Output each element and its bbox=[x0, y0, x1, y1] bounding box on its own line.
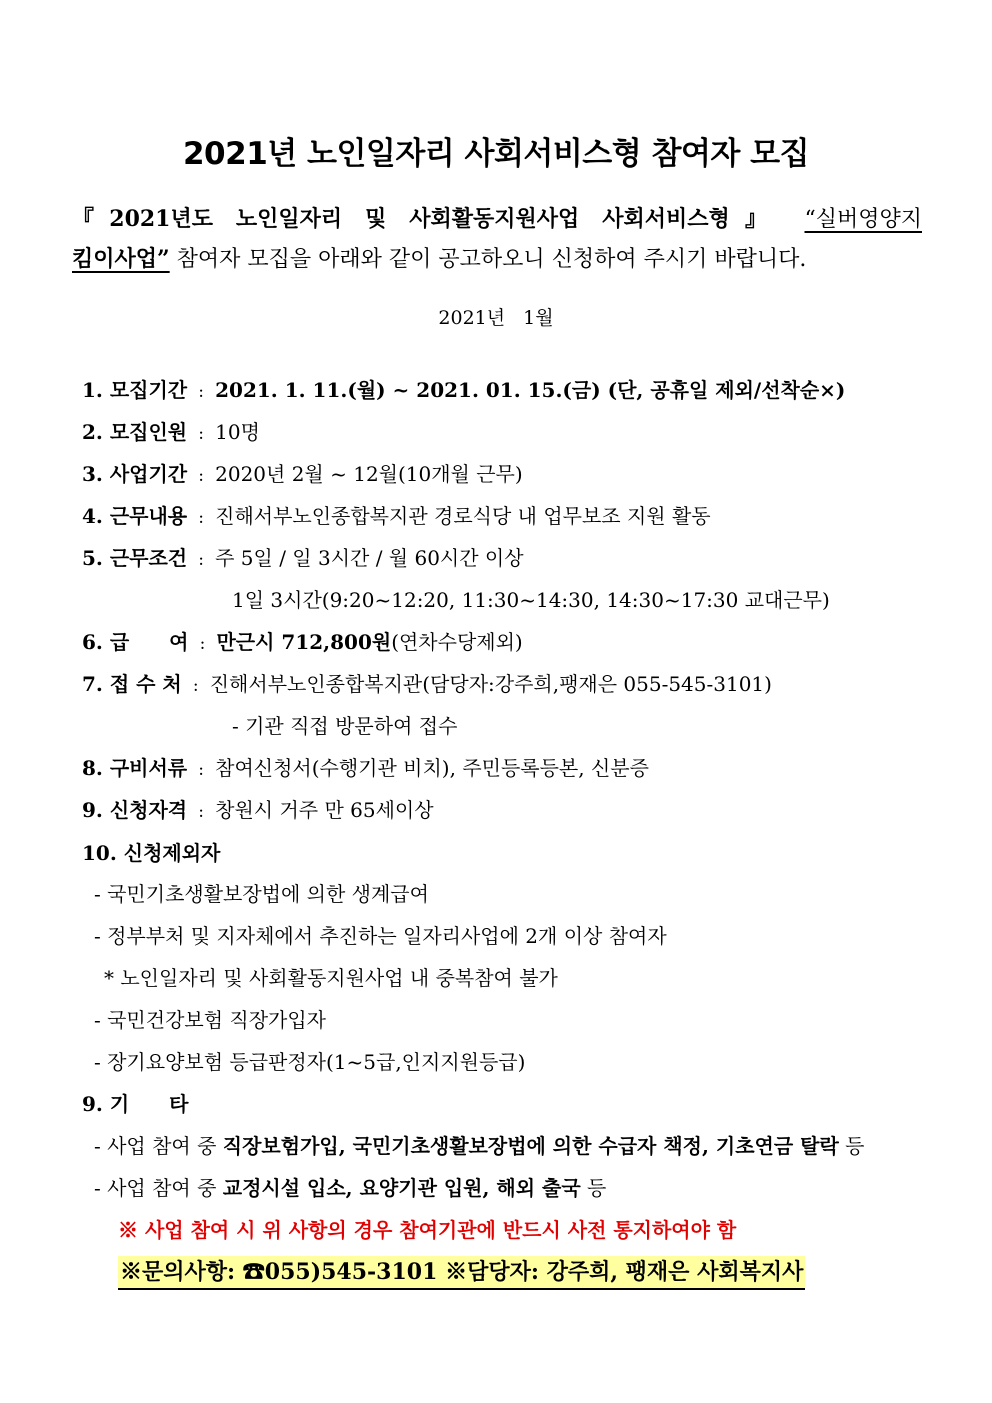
other-line-prefix: - 사업 참여 중 bbox=[94, 1176, 223, 1200]
item-documents: 8. 구비서류 : 참여신청서(수행기관 비치), 주민등록등본, 신분증 bbox=[82, 756, 649, 780]
intro-line-1 bbox=[72, 202, 922, 233]
item-recruit-count: 2. 모집인원 : 10명 bbox=[82, 420, 260, 444]
intro-text: 참여자 모집을 아래와 같이 공고하오니 신청하여 주시기 바랍니다. bbox=[176, 247, 807, 272]
intro-line-2 bbox=[72, 242, 922, 273]
item-value: 10명 bbox=[215, 420, 260, 444]
other-line-suffix: 등 bbox=[580, 1176, 607, 1200]
item-label: 8. 구비서류 bbox=[82, 756, 188, 780]
item-value: (연차수당제외) bbox=[391, 630, 523, 654]
exclusion-line: - 국민건강보험 직장가입자 bbox=[94, 1008, 326, 1032]
other-line-suffix: 등 bbox=[838, 1134, 865, 1158]
item-label: 2. 모집인원 bbox=[82, 420, 188, 444]
intro-project-name-a: “실버영양지 bbox=[804, 207, 922, 232]
exclusion-line: - 장기요양보험 등급판정자(1~5급,인지지원등급) bbox=[94, 1050, 526, 1074]
item-value: 2020년 2월 ~ 12월(10개월 근무) bbox=[215, 462, 523, 486]
contact-info: ※문의사항: ☎055)545-3101 ※담당자: 강주희, 팽재은 사회복지사 bbox=[118, 1256, 805, 1290]
item-label: 7. 접 수 처 bbox=[82, 672, 182, 696]
item-label: 1. 모집기간 bbox=[82, 378, 188, 402]
item-label: 9. 신청자격 bbox=[82, 798, 188, 822]
item-eligibility: 9. 신청자격 : 창원시 거주 만 65세이상 bbox=[82, 798, 434, 822]
other-line-bold: 교정시설 입소, 요양기관 입원, 해외 출국 bbox=[222, 1176, 581, 1200]
other-line-2 bbox=[94, 1174, 606, 1202]
item-value: 주 5일 / 일 3시간 / 월 60시간 이상 bbox=[215, 546, 524, 570]
other-line-1 bbox=[94, 1132, 864, 1160]
intro-project-name-b: 킴이사업” bbox=[72, 246, 170, 272]
exclusion-note: * 노인일자리 및 사회활동지원사업 내 중복참여 불가 bbox=[104, 966, 558, 990]
warning-note: ※ 사업 참여 시 위 사항의 경우 참여기관에 반드시 사전 통지하여야 함 bbox=[118, 1218, 737, 1242]
intro-program-name: 『2021년도 노인일자리 및 사회활동지원사업 사회서비스형』 bbox=[72, 206, 783, 232]
exclusion-heading: 10. 신청제외자 bbox=[82, 841, 221, 865]
item-value: 2021. 1. 11.(월) ~ 2021. 01. 15.(금) (단, 공휴일 제외/선착순×) bbox=[215, 378, 846, 402]
item-value: 진해서부노인종합복지관 경로식당 내 업무보조 지원 활동 bbox=[215, 504, 711, 528]
other-heading: 9. 기 타 bbox=[82, 1092, 189, 1116]
item-work-content: 4. 근무내용 : 진해서부노인종합복지관 경로식당 내 업무보조 지원 활동 bbox=[82, 504, 711, 528]
notice-date: 2021년 1월 bbox=[438, 307, 554, 329]
item-value: 진해서부노인종합복지관(담당자:강주희,팽재은 055-545-3101) bbox=[209, 672, 772, 696]
item-salary: 6. 급 여 : 만근시 712,800원(연차수당제외) bbox=[82, 630, 523, 654]
item-work-conditions-sub: 1일 3시간(9:20~12:20, 11:30~14:30, 14:30~17:30 교대근무) bbox=[232, 588, 830, 612]
item-project-period: 3. 사업기간 : 2020년 2월 ~ 12월(10개월 근무) bbox=[82, 462, 523, 486]
item-reception-sub: - 기관 직접 방문하여 접수 bbox=[232, 714, 458, 738]
exclusion-line: - 국민기초생활보장법에 의한 생계급여 bbox=[94, 882, 429, 906]
exclusion-line: - 정부부처 및 지자체에서 추진하는 일자리사업에 2개 이상 참여자 bbox=[94, 924, 667, 948]
item-value-bold: 만근시 712,800원 bbox=[216, 630, 392, 654]
item-label: 6. 급 여 bbox=[82, 630, 189, 654]
item-label: 4. 근무내용 bbox=[82, 504, 188, 528]
other-line-bold: 직장보험가입, 국민기초생활보장법에 의한 수급자 책정, 기초연금 탈락 bbox=[222, 1134, 839, 1158]
item-value: 창원시 거주 만 65세이상 bbox=[215, 798, 434, 822]
item-label: 3. 사업기간 bbox=[82, 462, 188, 486]
item-work-conditions: 5. 근무조건 : 주 5일 / 일 3시간 / 월 60시간 이상 bbox=[82, 546, 524, 570]
item-label: 5. 근무조건 bbox=[82, 546, 188, 570]
page-title: 2021년 노인일자리 사회서비스형 참여자 모집 bbox=[182, 136, 810, 172]
item-recruit-period: 1. 모집기간 : 2021. 1. 11.(월) ~ 2021. 01. 15.(금) (단, 공휴일 제외/선착순×) bbox=[82, 378, 846, 402]
item-reception: 7. 접 수 처 : 진해서부노인종합복지관(담당자:강주희,팽재은 055-545-3101) bbox=[82, 672, 772, 696]
item-value: 참여신청서(수행기관 비치), 주민등록등본, 신분증 bbox=[215, 756, 649, 780]
other-line-prefix: - 사업 참여 중 bbox=[94, 1134, 223, 1158]
